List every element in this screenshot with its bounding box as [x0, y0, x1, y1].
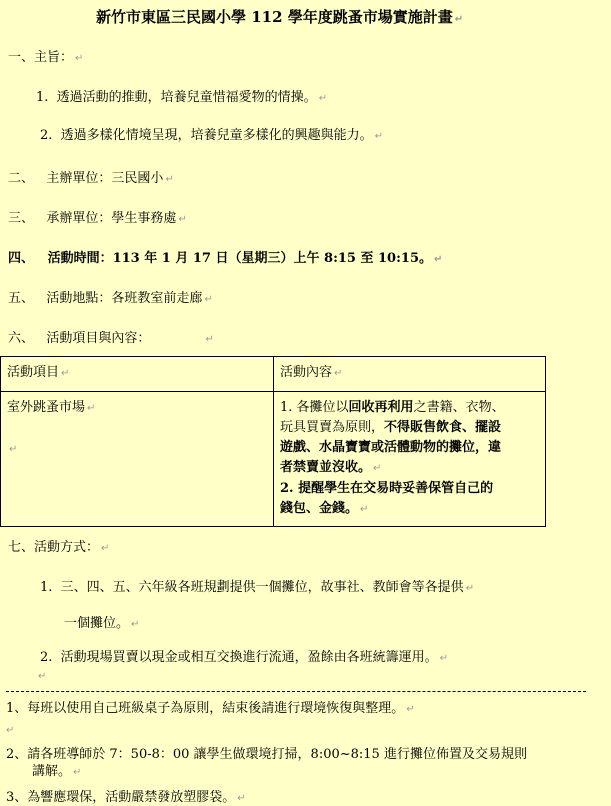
section-2: 二、 主辦單位：三民國小 ↵ [8, 171, 174, 186]
activity-item-cell: 室外跳蚤市場 ↵ ↵ [1, 392, 274, 527]
paragraph-mark: ↵ [38, 671, 47, 682]
section-1-heading: 一、主旨： ↵ [8, 50, 84, 65]
note-2-continued: 講解。 ↵ [32, 764, 82, 779]
table-header-cell: 活動項目 ↵ [1, 357, 274, 392]
section-4: 四、 活動時間：113 年 1 月 17 日（星期三）上午 8:15 至 10:15。 ↵ [8, 251, 443, 266]
activity-table [0, 356, 546, 527]
note-2: 2、請各班導師於 7：50-8：00 讓學生做環境打掃，8:00~8:15 進行攤位佈置及交易規則 [6, 747, 527, 762]
section-5: 五、 活動地點：各班教室前走廊 ↵ [8, 291, 213, 306]
section-1-item: 2. 透過多樣化情境呈現，培養兒童多樣化的興趣與能力。 ↵ [40, 128, 384, 143]
section-7-heading: 七、活動方式： ↵ [8, 540, 110, 555]
activity-content-cell: 1. 各攤位以回收再利用之書籍、衣物、 玩具買賣為原則，不得販售飲食、擺設 遊戲、水晶寶寶或活體動物的攤位，違 者禁賣並沒收。 ↵ 2. 提醒學生在交易時妥善保管自己的 錢包、金錢。 ↵ [274, 392, 546, 527]
table-row [1, 392, 546, 527]
page-title: 新竹市東區三民國小學 112 學年度跳蚤市場實施計畫 ↵ [96, 8, 464, 26]
section-3: 三、 承辦單位：學生事務處 ↵ [8, 211, 187, 226]
paragraph-mark: ↵ [6, 725, 15, 736]
section-7-item: 2. 活動現場買賣以現金或相互交換進行流通，盈餘由各班統籌運用。 ↵ [40, 650, 449, 665]
note-3: 3、為響應環保，活動嚴禁發放塑膠袋。 ↵ [6, 790, 246, 805]
section-7-item: 1. 三、四、五、六年級各班規劃提供一個攤位，故事社、教師會等各提供 ↵ [40, 580, 475, 595]
section-6: 六、 活動項目與內容： ↵ [8, 331, 214, 346]
divider [6, 691, 586, 692]
table-header-cell: 活動內容 ↵ [274, 357, 546, 392]
table-header-row [1, 357, 546, 392]
section-7-item-continued: 一個攤位。 ↵ [64, 616, 140, 631]
section-1-item: 1. 透過活動的推動，培養兒童惜福愛物的情操。 ↵ [36, 90, 328, 105]
note-1: 1、每班以使用自己班級桌子為原則，結束後請進行環境恢復與整理。 ↵ [6, 701, 415, 716]
